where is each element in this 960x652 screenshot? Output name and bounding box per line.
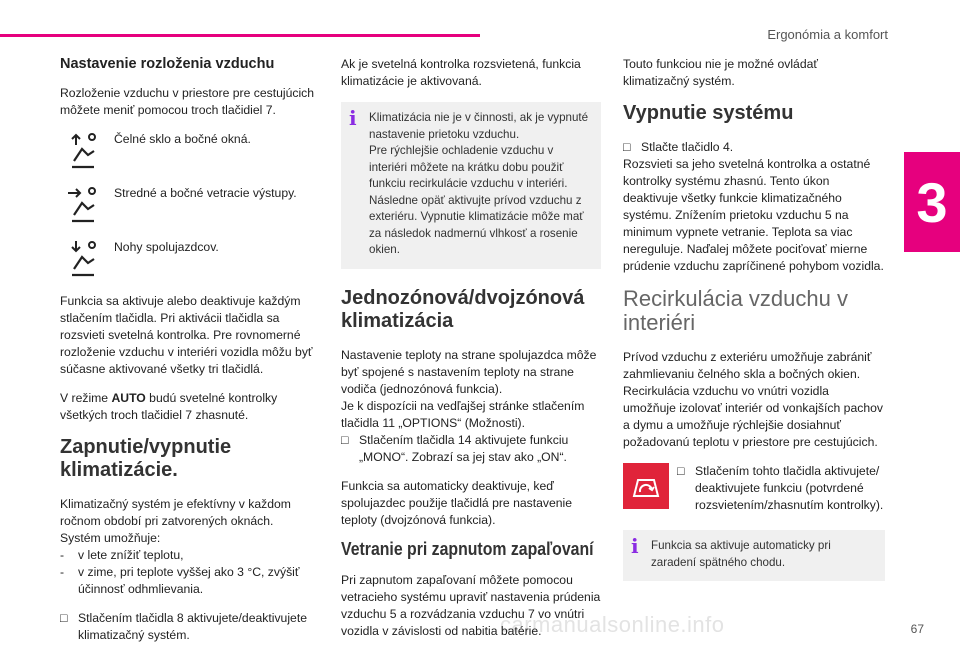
para-off: Rozsvieti sa jeho svetelná kontrolka a ostatné kontrolky systému zhasnú. Tento úkon deaktivuje všetky funkcie klimatizačného systému. Znížením prietoku vzduchu 5 na minimum vypnete vetranie. Teplota sa viac nereguluje. Naďalej môžete pociťovať mierne prúdenie vzduchu zapríčinené pohybom vozidla. xyxy=(623,157,884,273)
heading-off: Vypnutie systému xyxy=(623,102,794,124)
option-feet-label: Nohy spolujazdcov. xyxy=(114,240,219,254)
heading-switch: Zapnutie/vypnutie klimatizácie. xyxy=(60,436,232,481)
recirculation-icon xyxy=(630,472,662,500)
chapter-tab: 3 xyxy=(904,152,960,252)
info-text-1: Klimatizácia nie je v činnosti, ak je vypnuté nastavenie prietoku vzduchu. xyxy=(369,111,589,141)
column-3 xyxy=(623,56,885,581)
info-box xyxy=(341,102,601,269)
para-zone: Nastavenie teploty na strane spolujazdca môže byť spojené s nastavením teploty na strane vodiča (jednozónová funkcia). xyxy=(341,347,597,396)
para-auto: V režime AUTO budú svetelné kontrolky všetkých troch tlačidiel 7 zhasnuté. xyxy=(60,391,278,422)
option-vents xyxy=(60,185,322,225)
para-top: Touto funkciou nie je možné ovládať klimatizačný systém. xyxy=(623,57,818,88)
recirc-item xyxy=(623,463,885,514)
para-toggle: Funkcia sa aktivuje alebo deaktivuje každým stlačením tlačidla. Pri aktivácii tlačidla sa rozsvieti svetelná kontrolka. Pre rovnomerné rozloženie vzduchu v interiéri vozidla môžu byť súčasne aktivované všetky tri tlačidlá. xyxy=(60,294,313,376)
info-icon: i xyxy=(349,106,357,130)
column-2 xyxy=(341,56,601,652)
heading-vent: Vetranie pri zapnutom zapaľovaní xyxy=(341,538,594,559)
para-vent: Pri zapnutom zapaľovaní môžete pomocou vetracieho systému upraviť nastavenia prúdenia vzduchu 5 a rozvádzania vzduchu 7 vo vnútri vozidla v závislosti od nabitia batérie. xyxy=(341,572,601,638)
feet-airflow-icon xyxy=(64,239,104,279)
heading-zone: Jednozónová/dvojzónová klimatizácia xyxy=(341,286,585,332)
vents-airflow-icon xyxy=(64,185,104,225)
section-title: Ergonómia a komfort xyxy=(767,27,888,42)
para-zone-2: Je k dispozícii na vedľajšej stránke stlačením tlačidla 11 „OPTIONS“ (Možnosti). xyxy=(341,398,585,430)
heading-recirc: Recirkulácia vzduchu v interiéri xyxy=(623,286,848,335)
list-item: - v zime, pri teplote vyššej ako 3 °C, zvýšiť účinnosť odhmlievania. xyxy=(60,565,300,596)
para-zone-auto: Funkcia sa automaticky deaktivuje, keď spolujazdec použije tlačidlá pre nastavenie teploty (dvojzónová funkcia). xyxy=(341,478,573,527)
column-1 xyxy=(60,56,322,644)
recirculation-button xyxy=(623,463,669,509)
option-windscreen-label: Čelné sklo a bočné okná. xyxy=(114,132,251,146)
para-switch-1: Klimatizačný systém je efektívny v každom ročnom období pri zatvorených oknách. xyxy=(60,497,291,528)
list-item-mono: □ Stlačením tlačidla 14 aktivujete funkciu „MONO“. Zobrazí sa jej stav ako „ON“. xyxy=(341,432,569,464)
option-vents-label: Stredné a bočné vetracie výstupy. xyxy=(114,186,297,200)
list-item: - v lete znížiť teplotu, xyxy=(60,548,184,562)
heading-distribution: Nastavenie rozloženia vzduchu xyxy=(60,56,275,72)
info-icon: i xyxy=(631,534,639,558)
list-item-recirc: □ Stlačením tohto tlačidla aktivujete/ deaktivujete funkciu (potvrdené rozsvietením/zhasnutím kontrolky). xyxy=(677,464,884,512)
para-distribution: Rozloženie vzduchu v priestore pre cestujúcich môžete meniť pomocou troch tlačidiel 7. xyxy=(60,86,315,117)
header-bar xyxy=(0,34,480,37)
info-box-recirc: i Funkcia sa aktivuje automaticky pri zaradení spätného chodu. xyxy=(623,530,885,581)
para-switch-2: Systém umožňuje: xyxy=(60,531,161,545)
windscreen-airflow-icon xyxy=(64,131,104,171)
option-feet xyxy=(60,239,322,279)
para-recirc: Prívod vzduchu z exteriéru umožňuje zabrániť zahmlievaniu čelného skla a bočných okien. Recirkulácia vzduchu vo vnútri vozidla umožňuje izolovať interiér od vonkajších pachov a dymu a umožňuje rýchlejšie dosiahnuť požadovanú teplotu v priestore pre cestujúcich. xyxy=(623,350,883,449)
list-item-off: □ Stlačte tlačidlo 4. xyxy=(623,140,734,154)
list-item-press8: □ Stlačením tlačidla 8 aktivujete/deaktivujete klimatizačný systém. xyxy=(60,611,307,642)
para-lit: Ak je svetelná kontrolka rozsvietená, funkcia klimatizácie je aktivovaná. xyxy=(341,57,581,88)
page-number: 67 xyxy=(910,622,924,636)
option-windscreen xyxy=(60,131,322,171)
watermark: carmanualsonline.info xyxy=(500,612,725,637)
info-text-2: Pre rýchlejšie ochladenie vzduchu v interiéri môžete na krátku dobu použiť funkciu recirkulácie vzduchu v interiéri. Následne opäť aktivujte prívod vzduchu z exteriéru. Vypnutie klimatizácie môže mať za následok nadmernú vlhkosť a rosenie okien. xyxy=(369,144,584,256)
